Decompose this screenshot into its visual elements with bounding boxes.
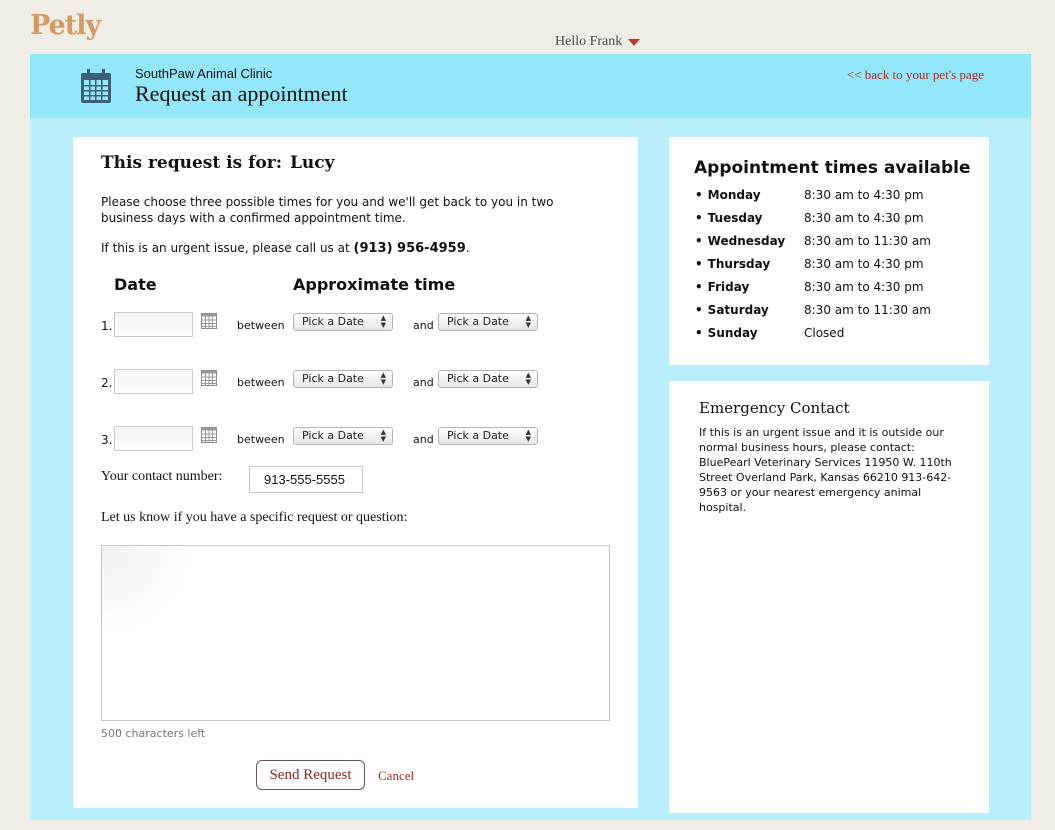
urgent-text (101, 241, 470, 256)
start-time-value: Pick a Date (302, 315, 364, 328)
end-time-select-3[interactable] (438, 427, 538, 445)
emergency-contact-panel (669, 381, 989, 813)
start-time-select-2[interactable] (293, 370, 393, 388)
time-slot-row (101, 312, 621, 340)
date-input-2[interactable] (114, 369, 193, 394)
page-title: Request an appointment (135, 81, 348, 106)
availability-day: • Tuesday (695, 211, 763, 225)
availability-hours: 8:30 am to 11:30 am (804, 303, 931, 317)
select-arrows-icon: ▲ ▼ (525, 314, 531, 329)
availability-hours: Closed (804, 326, 845, 340)
between-label: between (237, 319, 285, 332)
date-input-1[interactable] (114, 312, 193, 337)
pet-name: Lucy (289, 153, 335, 173)
intro-text: Please choose three possible times for you and we'll get back to you in two business days with a confirmed appointment time. (101, 195, 554, 225)
availability-hours: 8:30 am to 4:30 pm (804, 257, 924, 271)
emergency-body: If this is an urgent issue and it is outside our normal business hours, please contact: BluePearl Veterinary Services 11950 W. 110th Street Overland Park, Kansas 66210 913-642-9563 or your nearest emergency animal hospital. (699, 426, 952, 514)
availability-hours: 8:30 am to 4:30 pm (804, 188, 924, 202)
question-textarea[interactable] (101, 545, 610, 721)
back-to-pet-link[interactable]: << back to your pet's page (846, 67, 984, 82)
date-column-header: Date (114, 275, 157, 294)
end-time-value: Pick a Date (447, 429, 509, 442)
start-time-value: Pick a Date (302, 372, 364, 385)
start-time-value: Pick a Date (302, 429, 364, 442)
availability-day: • Wednesday (695, 234, 785, 248)
date-input-3[interactable] (114, 426, 193, 451)
calendar-picker-icon[interactable] (201, 427, 217, 443)
start-time-select-1[interactable] (293, 313, 393, 331)
and-label: and (413, 319, 434, 332)
between-label: between (237, 376, 285, 389)
start-time-select-3[interactable] (293, 427, 393, 445)
availability-day: • Sunday (695, 326, 758, 340)
row-number: 2. (101, 376, 113, 390)
availability-day: • Monday (695, 188, 761, 202)
question-label: Let us know if you have a specific request or question: (101, 510, 408, 525)
and-label: and (413, 376, 434, 389)
availability-day: • Friday (695, 280, 749, 294)
end-time-select-2[interactable] (438, 370, 538, 388)
availability-day: • Saturday (695, 303, 769, 317)
user-greeting: Hello Frank (555, 34, 623, 49)
select-arrows-icon: ▲ ▼ (380, 314, 386, 329)
petly-logo[interactable]: Petly (30, 10, 101, 41)
contact-number-label: Your contact number: (101, 469, 223, 484)
urgent-prefix: If this is an urgent issue, please call us at (101, 241, 354, 255)
dropdown-caret-icon (628, 39, 640, 46)
request-for-heading (101, 153, 335, 173)
select-arrows-icon: ▲ ▼ (380, 371, 386, 386)
clinic-name: SouthPaw Animal Clinic (135, 66, 273, 81)
user-menu[interactable] (555, 34, 640, 50)
contact-number-input[interactable]: 913-555-5555 (249, 466, 363, 493)
chars-left-counter: 500 characters left (101, 727, 206, 740)
time-slot-row (101, 369, 621, 397)
row-number: 3. (101, 433, 113, 447)
and-label: and (413, 433, 434, 446)
request-for-label: This request is for: (101, 153, 282, 173)
row-number: 1. (101, 319, 113, 333)
urgent-suffix: . (465, 241, 470, 255)
availability-hours: 8:30 am to 11:30 am (804, 234, 931, 248)
select-arrows-icon: ▲ ▼ (525, 428, 531, 443)
time-column-header: Approximate time (293, 275, 456, 294)
end-time-select-1[interactable] (438, 313, 538, 331)
end-time-value: Pick a Date (447, 315, 509, 328)
time-slot-row (101, 426, 621, 454)
select-arrows-icon: ▲ ▼ (380, 428, 386, 443)
between-label: between (237, 433, 285, 446)
select-arrows-icon: ▲ ▼ (525, 371, 531, 386)
clinic-phone: (913) 956-4959 (353, 241, 466, 256)
availability-title: Appointment times available (694, 158, 971, 178)
availability-day: • Thursday (695, 257, 770, 271)
send-request-button[interactable]: Send Request (256, 760, 365, 790)
page-header (30, 54, 1031, 118)
end-time-value: Pick a Date (447, 372, 509, 385)
emergency-title: Emergency Contact (699, 399, 850, 417)
calendar-icon (80, 69, 112, 104)
calendar-picker-icon[interactable] (201, 370, 217, 386)
availability-panel (669, 137, 989, 365)
availability-hours: 8:30 am to 4:30 pm (804, 211, 924, 225)
appointment-form (73, 137, 638, 808)
cancel-link[interactable]: Cancel (378, 768, 415, 783)
availability-hours: 8:30 am to 4:30 pm (804, 280, 924, 294)
calendar-picker-icon[interactable] (201, 313, 217, 329)
